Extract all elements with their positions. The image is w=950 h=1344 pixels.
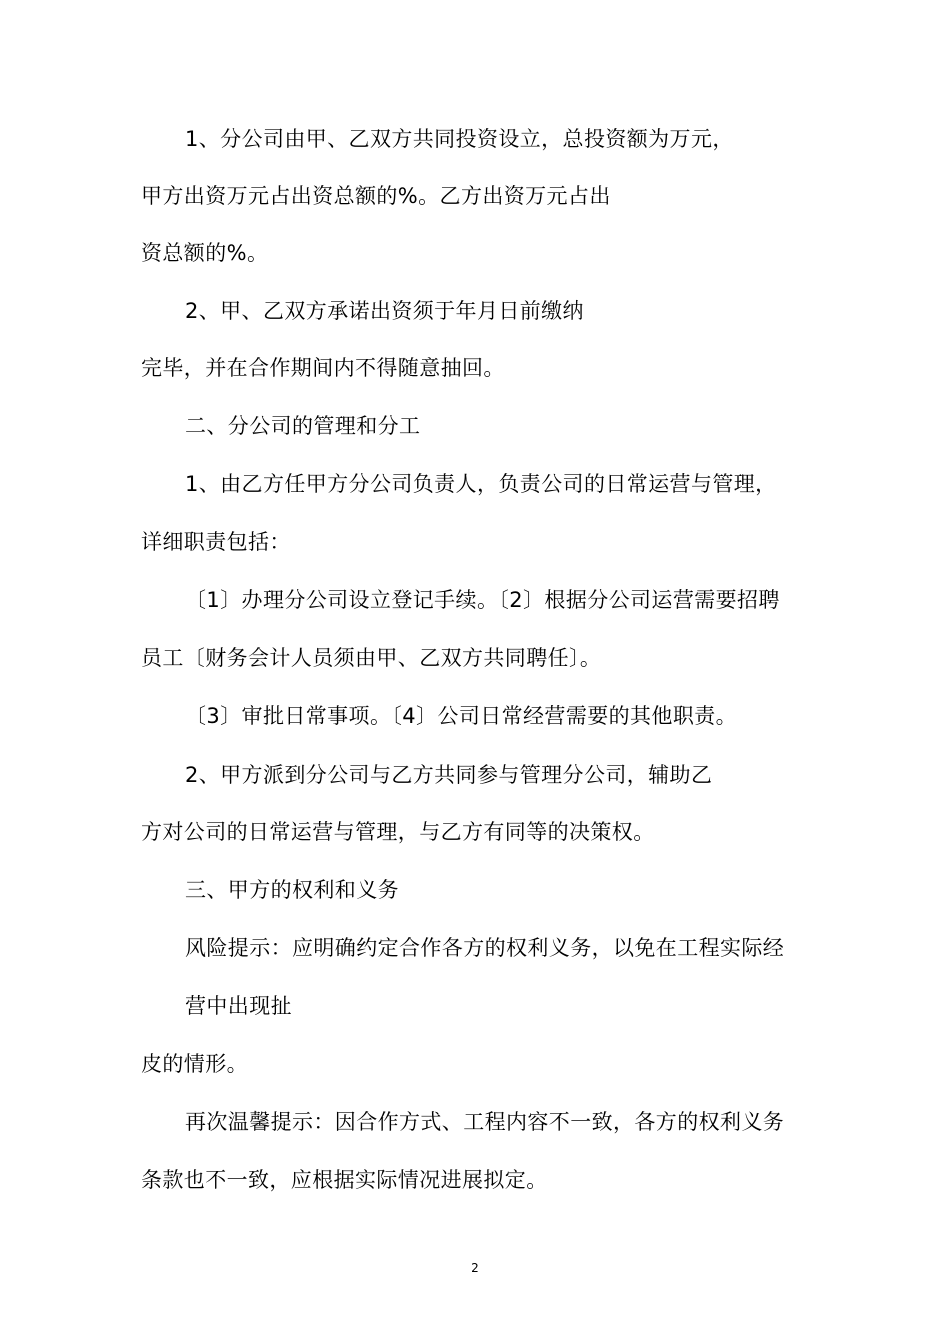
paragraph-line: 〔1〕办理分公司设立登记手续。〔2〕根据分公司运营需要招聘 [185,588,780,612]
paragraph-line: 风险提示：应明确约定合作各方的权利义务，以免在工程实际经 [185,936,785,960]
paragraph-line: 条款也不一致，应根据实际情况进展拟定。 [141,1168,548,1192]
paragraph-line: 详细职责包括： [141,530,291,554]
paragraph-line: 1、由乙方任甲方分公司负责人，负责公司的日常运营与管理， [185,472,777,496]
paragraph-line: 2、甲、乙双方承诺出资须于年月日前缴纳 [185,299,584,323]
paragraph-line: 营中出现扯 [185,994,292,1018]
section-heading: 三、甲方的权利和义务 [185,878,399,902]
paragraph-line: 员工〔财务会计人员须由甲、乙双方共同聘任〕。 [141,646,602,670]
paragraph-line: 甲方出资万元占出资总额的%。乙方出资万元占出 [141,184,611,208]
paragraph-line: 再次温馨提示：因合作方式、工程内容不一致，各方的权利义务 [185,1110,785,1134]
paragraph-line: 1、分公司由甲、乙双方共同投资设立，总投资额为万元， [185,127,734,151]
page-number: 2 [471,1261,479,1275]
paragraph-line: 〔3〕审批日常事项。〔4〕公司日常经营需要的其他职责。 [185,704,738,728]
paragraph-line: 方对公司的日常运营与管理，与乙方有同等的决策权。 [141,820,655,844]
paragraph-line: 2、甲方派到分公司与乙方共同参与管理分公司，辅助乙 [185,763,713,787]
section-heading: 二、分公司的管理和分工 [185,414,421,438]
paragraph-line: 资总额的%。 [141,241,269,265]
paragraph-line: 皮的情形。 [141,1052,248,1076]
paragraph-line: 完毕，并在合作期间内不得随意抽回。 [141,356,505,380]
